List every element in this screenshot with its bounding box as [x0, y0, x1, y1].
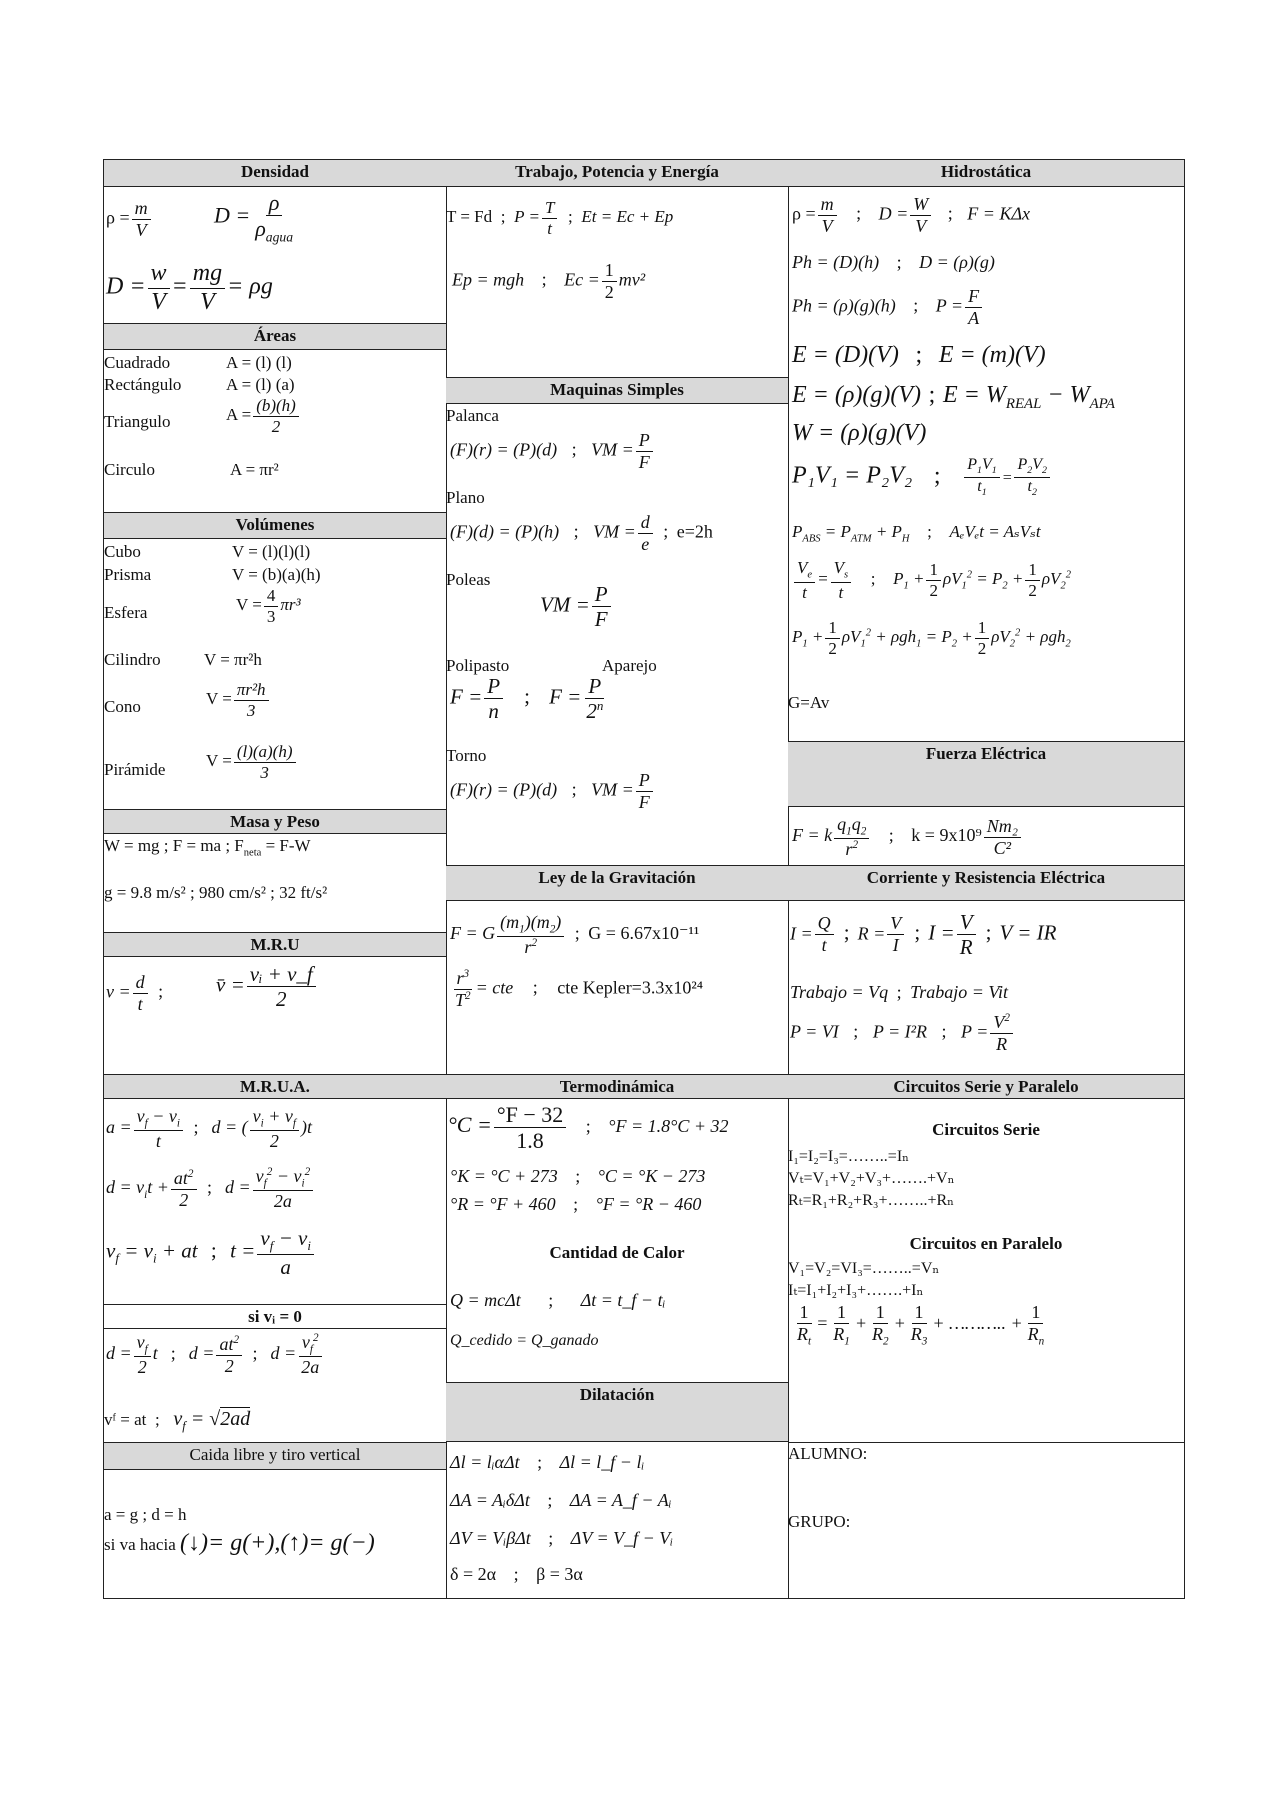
label-alumno: ALUMNO: [788, 1444, 868, 1463]
caida-line-2: si va hacia (↓)= g(+),(↑)= g(−) [104, 1530, 375, 1556]
formula-ohm: I = $\frac{Q}{t}$ ; R = $\frac{V}{I}$ ; I = $\frac{V}{R}$ ; V = IR [790, 910, 1057, 960]
header-caida-libre: Caida libre y tiro vertical [104, 1442, 446, 1470]
serie-corriente: I₁=I₂=I₃=……..=Iₙ [788, 1148, 910, 1165]
formula-hidro-bernoulli: $\frac{V_e}{t}$ = $\frac{V_s}{t}$ ; $P_1$ + $\frac{1}{2}$ $\rho V_1^2 = P_2$ + $\frac{1}{2}$ $\rho V_2^2$ [792, 558, 1071, 602]
area-name-3: Circulo [104, 460, 155, 479]
formula-sheet [103, 159, 1185, 1599]
formula-calor: Q = mcΔt ; Δt = t_f − tᵢ [450, 1290, 666, 1310]
formula-density-ratio: D = $\frac{\rho}{\rho_{agua}}$ [214, 190, 294, 245]
formula-hidro-e1: E = (D)(V) ; E = (m)(V) [792, 342, 1046, 368]
header-densidad: Densidad [104, 160, 446, 187]
arrow-down-icon: ↓ [188, 1530, 200, 1556]
header-gravitacion: Ley de la Gravitación [446, 865, 788, 901]
formula-hidro-e2: E = (ρ)(g)(V) ; $E = W_{REAL} - W_{APA}$ [792, 382, 1115, 412]
formula-paralelo-resistencia: $\frac{1}{R_t}$ = $\frac{1}{R_1}$ + $\frac{1}{R_2}$ + $\frac{1}{R_3}$ + ……….. + $\frac{1}{R_n}$ [797, 1302, 1045, 1348]
area-name-2: Triangulo [104, 412, 171, 431]
area-formula-1: A = (l) (a) [226, 375, 295, 394]
header-mru: M.R.U [104, 932, 446, 957]
formula-torno: (F)(r) = (P)(d) ; VM = $\frac{P}{F}$ [450, 770, 655, 812]
column-right [788, 160, 1184, 1598]
formula-dilat-l: Δl = lᵢαΔt ; Δl = l_f − lᵢ [450, 1452, 645, 1472]
vol-name-3: Cilindro [104, 650, 161, 669]
vol-formula-5: V = $\frac{(l)(a)(h)}{3}$ [206, 742, 298, 782]
label-poleas: Poleas [446, 570, 491, 589]
serie-voltaje: Vₜ=V₁+V₂+V₃+…….+Vₙ [788, 1170, 955, 1187]
header-dilatacion: Dilatación [446, 1382, 788, 1442]
formula-hidro-3: Ph = (ρ)(g)(h) ; P = $\frac{F}{A}$ [792, 286, 984, 328]
vol-name-4: Cono [104, 697, 141, 716]
formula-hidro-pv: P₁V₁ = P₂V₂ ; $\frac{P_1V_1}{t_1}$ = $\frac{P_2V_2}{t_2}$ [792, 456, 1052, 498]
header-cantidad-calor: Cantidad de Calor [549, 1243, 685, 1262]
formula-polipasto: F = $\frac{P}{n}$ ; F = $\frac{P}{2^n}$ [450, 674, 604, 724]
serie-resistencia: Rₜ=R₁+R₂+R₃+……..+Rₙ [788, 1192, 955, 1209]
column-middle [446, 160, 789, 1598]
vol-formula-4: V = $\frac{\text{πr²h}}{3}$ [206, 680, 271, 720]
formula-rankine: °R = °F + 460 ; °F = °R − 460 [450, 1194, 702, 1214]
formula-potencia-electrica: P = VI ; P = I²R ; P = $\frac{V^2}{R}$ [790, 1012, 1015, 1054]
formula-trabajo-1: T = Fd ; P = $\frac{T}{t}$ ; Et = Ec + Ep [446, 198, 674, 238]
vol-name-1: Prisma [104, 565, 152, 584]
vol-formula-1: V = (b)(a)(h) [232, 565, 321, 584]
label-circuitos-serie: Circuitos Serie [932, 1120, 1040, 1139]
column-left [104, 160, 447, 1598]
area-formula-0: A = (l) (l) [226, 353, 292, 372]
label-torno: Torno [446, 746, 487, 765]
formula-gav: G=Av [788, 693, 830, 712]
label-grupo: GRUPO: [788, 1512, 851, 1531]
label-plano: Plano [446, 488, 485, 507]
area-formula-2: A = $\frac{(b)(h)}{2}$ [226, 396, 301, 436]
header-termodinamica: Termodinámica [446, 1074, 788, 1099]
formula-free-fall-d: d = $\frac{v_f}{2}$ t ; d = $\frac{at^2}{2}$ ; d = $\frac{v_f^2}{2a}$ [106, 1332, 324, 1378]
header-corriente: Corriente y Resistencia Eléctrica [788, 865, 1184, 901]
header-mrua: M.R.U.A. [104, 1074, 446, 1099]
formula-hidro-w: W = (ρ)(g)(V) [792, 420, 927, 446]
area-name-0: Cuadrado [104, 353, 171, 372]
masa-line-1: W = mg ; F = ma ; $F_{neta} = F-W$ [104, 836, 311, 859]
divider-alumno [788, 1442, 1184, 1443]
label-polipasto: Polipasto [446, 656, 510, 675]
formula-kepler: $\frac{r^3}{T^2}$ = cte ; cte Kepler=3.3x10²⁴ [455, 968, 704, 1010]
header-masa-peso: Masa y Peso [104, 809, 446, 834]
formula-trabajo-electrico: Trabajo = Vq ; Trabajo = Vit [790, 982, 1009, 1002]
header-trabajo: Trabajo, Potencia y Energía [446, 160, 788, 187]
formula-hidro-2: Ph = (D)(h) ; D = (ρ)(g) [792, 252, 995, 272]
formula-rho: ρ = $\frac{m}{V}$ [106, 198, 153, 240]
paralelo-voltaje: V₁=V₂=VI₃=……..=Vₙ [788, 1260, 940, 1277]
formula-plano: (F)(d) = (P)(h) ; VM = $\frac{d}{e}$ ; e=2h [450, 512, 713, 554]
header-areas: Áreas [104, 323, 446, 350]
formula-palanca: (F)(r) = (P)(d) ; VM = $\frac{P}{F}$ [450, 430, 655, 472]
formula-dilat-v: ΔV = VᵢβΔt ; ΔV = V_f − Vᵢ [450, 1528, 674, 1548]
formula-kelvin: °K = °C + 273 ; °C = °K − 273 [450, 1166, 706, 1186]
label-aparejo: Aparejo [602, 656, 657, 675]
header-volumenes: Volúmenes [104, 512, 446, 539]
label-circuitos-paralelo: Circuitos en Paralelo [909, 1234, 1063, 1253]
header-si-vi-0: si vᵢ = 0 [104, 1304, 446, 1329]
formula-density-weight: D = $\frac{w}{V}$ = $\frac{mg}{V}$ = ρg [106, 260, 273, 315]
formula-vf-at: vᶠ = at ; $v_f = √2ad$ [104, 1408, 251, 1433]
formula-poleas: VM = $\frac{P}{F}$ [540, 582, 613, 631]
paralelo-corriente: Iₜ=I₁+I₂+I₃+…….+Iₙ [788, 1282, 924, 1299]
formula-dilat-a: ΔA = AᵢδΔt ; ΔA = A_f − Aᵢ [450, 1490, 672, 1510]
vol-formula-2: V = $\frac{4}{3}$ πr³ [236, 586, 301, 626]
formula-hidro-pabs: $P_{ABS} = P_{ATM} + P_H$ ; AₑVₑt = AₛVₛt [792, 522, 1041, 545]
formula-mru-vbar: v̄ = $\frac{\text{vᵢ + v\_f}}{2}$ [216, 962, 318, 1011]
masa-line-2: g = 9.8 m/s² ; 980 cm/s² ; 32 ft/s² [104, 883, 328, 902]
formula-trabajo-2: Ep = mgh ; Ec = $\frac{1}{2}$ mv² [452, 260, 646, 302]
formula-dilat-coef: δ = 2α ; β = 3α [450, 1564, 583, 1584]
formula-mrua-d: $d = v_it$ + $\frac{at^2}{2}$ ; d = $\frac{v_f^2 - v_i^2}{2a}$ [106, 1166, 315, 1212]
vol-name-0: Cubo [104, 542, 141, 561]
formula-mrua-vf: $v_f = v_i$ + at ; t = $\frac{v_f - v_i}{a}$ [106, 1226, 316, 1279]
formula-coulomb: F = k $\frac{q_1q_2}{r^2}$ ; k = 9x10⁹ $\frac{\text{Nm₂}}{\text{C²}}$ [792, 814, 1023, 860]
label-palanca: Palanca [446, 406, 499, 425]
vol-name-2: Esfera [104, 603, 148, 622]
vol-formula-3: V = πr²h [204, 650, 262, 669]
header-circuitos: Circuitos Serie y Paralelo [788, 1074, 1184, 1099]
area-formula-3: A = πr² [230, 460, 279, 479]
vol-name-5: Pirámide [104, 760, 166, 779]
formula-mrua-a: a = $\frac{v_f - v_i}{t}$ ; d = ( $\frac{v_i + v_f}{2}$ )t [106, 1106, 313, 1152]
formula-hidro-bernoulli-2: $P_1$ + $\frac{1}{2}$ $\rho V_1^2 + \rho gh_1 = P_2$ + $\frac{1}{2}$ $\rho V_2^2 + \rho gh_2$ [792, 618, 1071, 658]
area-name-1: Rectángulo [104, 375, 182, 394]
formula-celsius: °C = $\frac{^\circ F - 32}{1.8}$ ; °F = 1.8°C + 32 [448, 1102, 729, 1154]
header-hidrostatica: Hidrostática [788, 160, 1184, 187]
formula-mru-v: v = $\frac{d}{t}$ ; [106, 972, 164, 1014]
formula-hidro-1: ρ = $\frac{m}{V}$ ; D = $\frac{W}{V}$ ; F = KΔx [792, 194, 1030, 236]
caida-line-1: a = g ; d = h [104, 1505, 187, 1524]
formula-gravitacion: F = G $\frac{(m_1)(m_2)}{r^2}$ ; G = 6.67x10⁻¹¹ [450, 912, 700, 958]
arrow-up-icon: ↑ [288, 1530, 301, 1556]
vol-formula-0: V = (l)(l)(l) [232, 542, 311, 561]
formula-calor-equilibrio: Q_cedido = Q_ganado [450, 1332, 599, 1349]
header-fuerza-electrica: Fuerza Eléctrica [788, 741, 1184, 807]
header-maquinas: Maquinas Simples [446, 377, 788, 404]
